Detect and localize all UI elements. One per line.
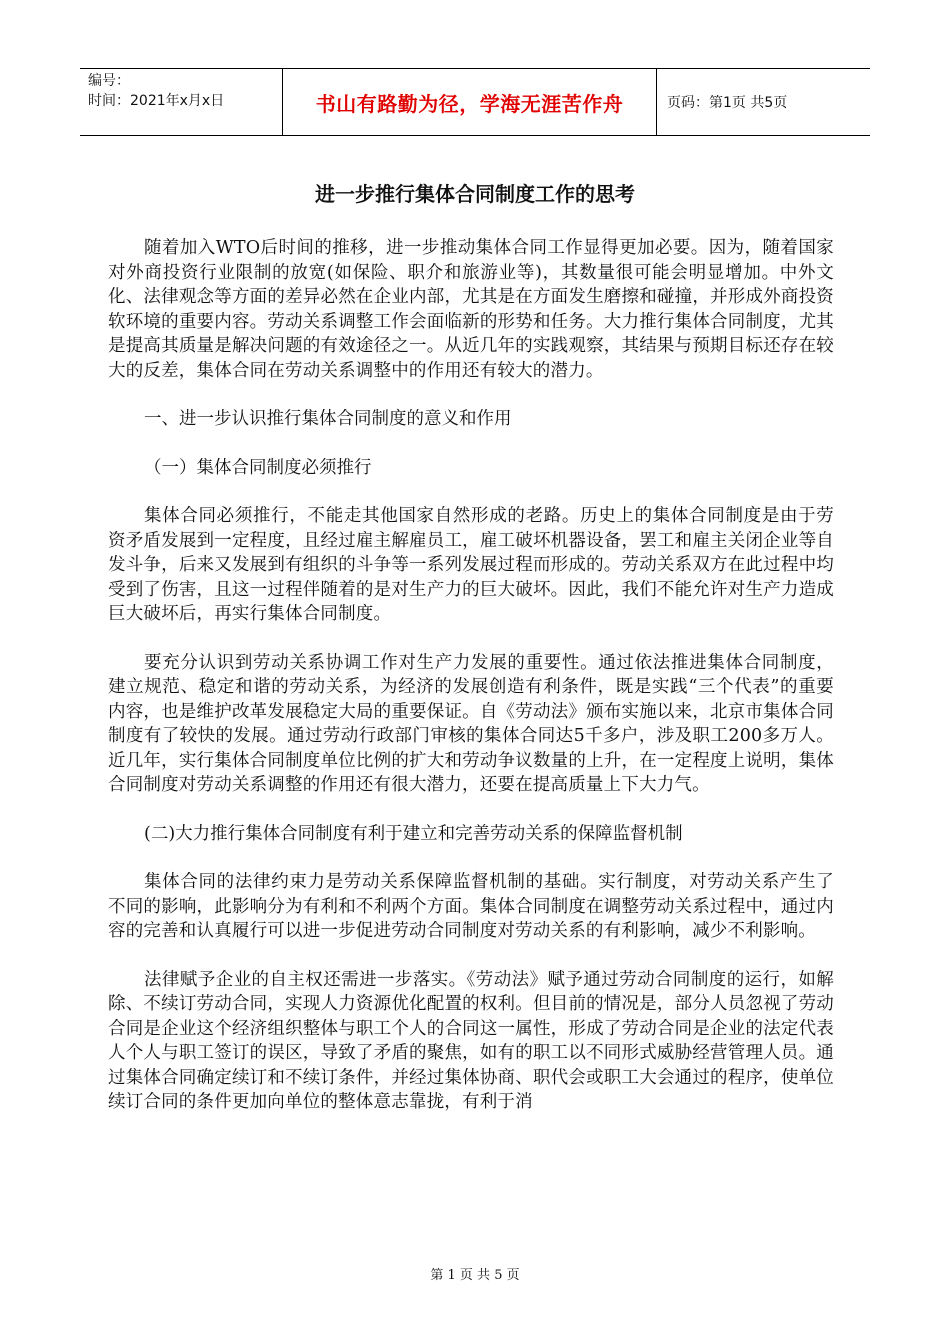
subsection-heading-1: （一）集体合同制度必须推行 (144, 457, 372, 478)
subsection-heading-2: (二)大力推行集体合同制度有利于建立和完善劳动关系的保障监督机制 (144, 823, 683, 844)
document-title: 进一步推行集体合同制度工作的思考 (315, 182, 635, 206)
document-body (108, 236, 834, 1139)
body-paragraph: 集体合同必须推行，不能走其他国家自然形成的老路。历史上的集体合同制度是由于劳资矛盾发展到一定程度，且经过雇主解雇员工，雇工破坏机器设备，罢工和雇主关闭企业等自发斗争，后来又发展到有组织的斗争等一系列发展过程而形成的。劳动关系双方在此过程中均受到了伤害，且这一过程伴随着的是对生产力的巨大破坏。因此，我们不能允许对生产力造成巨大破坏后，再实行集体合同制度。 (108, 506, 834, 624)
section-heading-1: 一、进一步认识推行集体合同制度的意义和作用 (144, 409, 512, 429)
intro-paragraph: 随着加入WTO后时间的推移，进一步推动集体合同工作显得更加必要。因为，随着国家对外商投资行业限制的放宽(如保险、职介和旅游业等)，其数量很可能会明显增加。中外文化、法律观念等方面的差异必然在企业内部，尤其是在方面发生磨擦和碰撞，并形成外商投资软环境的重要内容。劳动关系调整工作会面临新的形势和任务。大力推行集体合同制度，尤其是提高其质量是解决问题的有效途径之一。从近几年的实践观察，其结果与预期目标还存在较大的反差，集体合同在劳动关系调整中的作用还有较大的潜力。 (108, 238, 834, 381)
page-footer: 第 1 页 共 5 页 (430, 1268, 520, 1283)
body-paragraph: 法律赋予企业的自主权还需进一步落实。《劳动法》赋予通过劳动合同制度的运行，如解除、不续订劳动合同，实现人力资源优化配置的权利。但目前的情况是，部分人员忽视了劳动合同是企业这个经济组织整体与职工个人的合同这一属性，形成了劳动合同是企业的法定代表人个人与职工签订的误区，导致了矛盾的聚焦，如有的职工以不同形式威胁经营管理人员。通过集体合同确定续订和不续订条件，并经过集体协商、职代会或职工大会通过的程序，使单位续订合同的条件更加向单位的整体意志靠拢，有利于消 (108, 969, 834, 1112)
body-paragraph: 集体合同的法律约束力是劳动关系保障监督机制的基础。实行制度，对劳动关系产生了不同的影响，此影响分为有利和不利两个方面。集体合同制度在调整劳动关系过程中，通过内容的完善和认真履行可以进一步促进劳动合同制度对劳动关系的有利影响，减少不利影响。 (108, 872, 834, 941)
body-paragraph: 要充分认识到劳动关系协调工作对生产力发展的重要性。通过依法推进集体合同制度，建立规范、稳定和谐的劳动关系，为经济的发展创造有利条件，既是实践“三个代表”的重要内容，也是维护改革发展稳定大局的重要保证。自《劳动法》颁布实施以来，北京市集体合同制度有了较快的发展。通过劳动行政部门审核的集体合同达5千多户，涉及职工200多万人。近几年，实行集体合同制度单位比例的扩大和劳动争议数量的上升，在一定程度上说明，集体合同制度对劳动关系调整的作用还有很大潜力，还要在提高质量上下大力气。 (108, 652, 834, 795)
header-meta-cell (80, 69, 283, 135)
header-page-cell (657, 69, 870, 135)
page-info: 页码：第1页 共5页 (667, 95, 788, 111)
header-motto-cell (283, 69, 657, 135)
header-table (80, 68, 870, 136)
motto-text: 书山有路勤为径，学海无涯苦作舟 (315, 91, 624, 116)
number-label: 编号： (88, 73, 130, 89)
time-label: 时间：2021年x月x日 (88, 93, 225, 109)
